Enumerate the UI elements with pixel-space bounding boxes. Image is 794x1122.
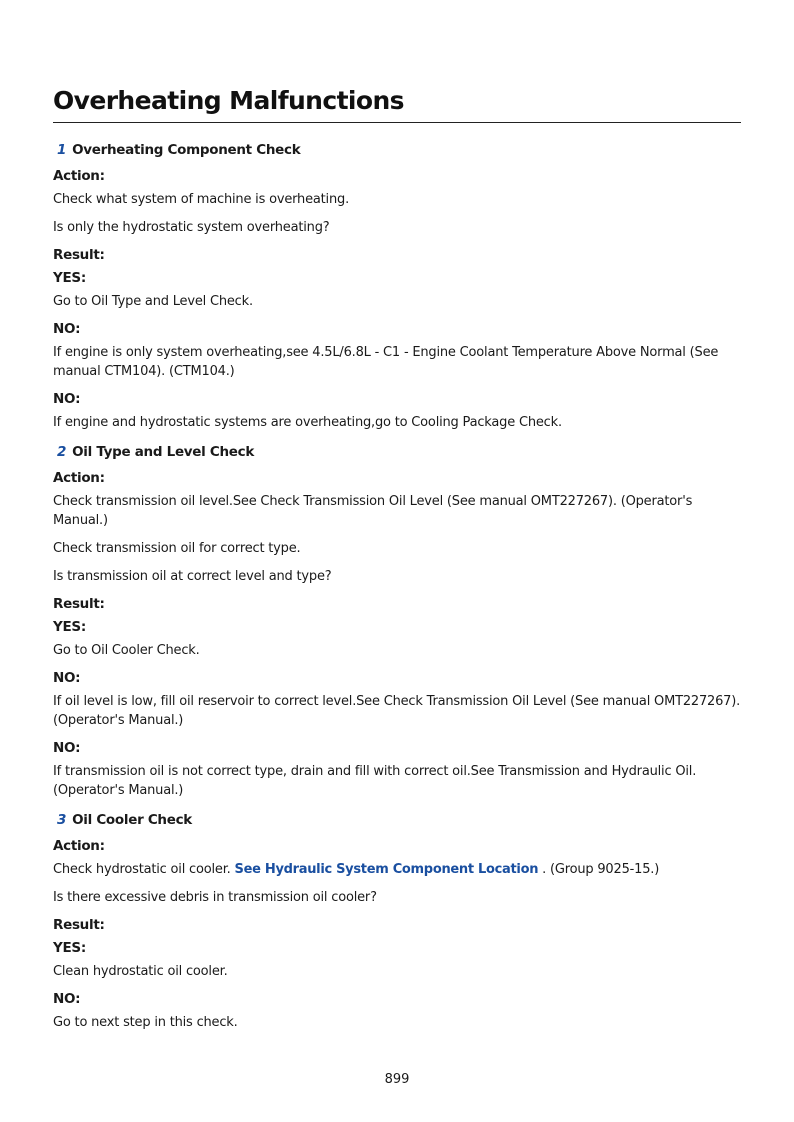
- no-text: If engine is only system overheating,see 4.5L/6.8L - C1 - Engine Coolant Temperature Above Normal (See manual CTM104). (CTM104.): [53, 345, 719, 379]
- step-2: [53, 441, 741, 800]
- yes-label: YES:: [53, 270, 86, 286]
- step-heading: [53, 139, 741, 167]
- component-location-link[interactable]: See Hydraulic System Component Location: [234, 862, 539, 877]
- action-text: Check what system of machine is overheating.: [53, 192, 349, 207]
- action-suffix: . (Group 9025-15.): [542, 862, 660, 877]
- action-text: Check transmission oil level.See Check Transmission Oil Level (See manual OMT227267). (Operator's Manual.): [53, 494, 693, 528]
- yes-label: YES:: [53, 619, 86, 635]
- content: [53, 139, 741, 1041]
- action-label: Action:: [53, 470, 105, 486]
- yes-text: Clean hydrostatic oil cooler.: [53, 964, 228, 979]
- action-question: Is transmission oil at correct level and type?: [53, 569, 332, 584]
- step-number: 2: [57, 444, 67, 460]
- yes-text: Go to Oil Type and Level Check.: [53, 294, 253, 309]
- action-label: Action:: [53, 168, 105, 184]
- step-number: 1: [57, 142, 67, 158]
- yes-label: YES:: [53, 940, 86, 956]
- result-label: Result:: [53, 917, 105, 933]
- action-text: [53, 860, 741, 879]
- step-title: Oil Cooler Check: [72, 812, 192, 828]
- title-divider: [53, 122, 741, 123]
- step-title: Oil Type and Level Check: [72, 444, 255, 460]
- action-text: Check transmission oil for correct type.: [53, 541, 301, 556]
- no-label: NO:: [53, 670, 81, 686]
- no-text: If transmission oil is not correct type, drain and fill with correct oil.See Transmission and Hydraulic Oil. (Operator's Manual.): [53, 764, 697, 798]
- action-question: Is only the hydrostatic system overheating?: [53, 220, 330, 235]
- no-label: NO:: [53, 740, 81, 756]
- action-prefix: Check hydrostatic oil cooler.: [53, 862, 231, 877]
- step-heading: [53, 809, 741, 837]
- step-number: 3: [57, 812, 67, 828]
- page-title: Overheating Malfunctions: [53, 86, 404, 115]
- result-label: Result:: [53, 596, 105, 612]
- step-title: Overheating Component Check: [72, 142, 301, 158]
- yes-text: Go to Oil Cooler Check.: [53, 643, 200, 658]
- result-label: Result:: [53, 247, 105, 263]
- page-number: 899: [384, 1072, 410, 1087]
- step-1: [53, 139, 741, 432]
- step-3: [53, 809, 741, 1032]
- no-text: If oil level is low, fill oil reservoir to correct level.See Check Transmission Oil Level (See manual OMT227267). (Operator's Manual.): [53, 694, 741, 728]
- action-question: Is there excessive debris in transmission oil cooler?: [53, 890, 377, 905]
- no-label: NO:: [53, 991, 81, 1007]
- no-label: NO:: [53, 321, 81, 337]
- action-label: Action:: [53, 838, 105, 854]
- no-label: NO:: [53, 391, 81, 407]
- step-heading: [53, 441, 741, 469]
- no-text: If engine and hydrostatic systems are overheating,go to Cooling Package Check.: [53, 415, 562, 430]
- no-text: Go to next step in this check.: [53, 1015, 238, 1030]
